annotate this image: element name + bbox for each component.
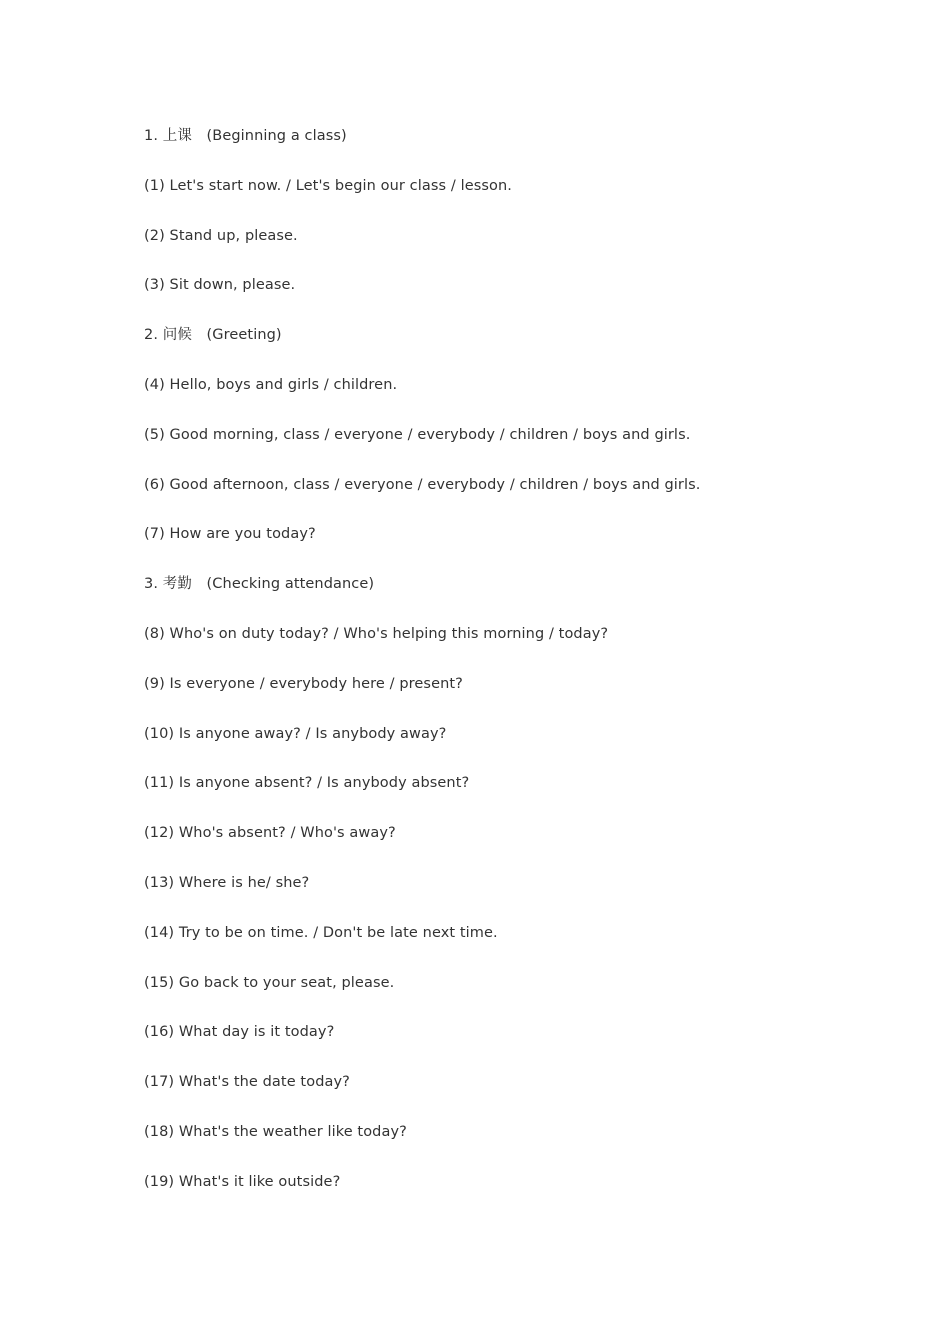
list-item: (1) Let's start now. / Let's begin our class / lesson. bbox=[144, 177, 513, 194]
list-item: (17) What's the date today? bbox=[144, 1074, 350, 1091]
classroom-expressions-list bbox=[144, 125, 864, 1221]
list-item: (11) Is anyone absent? / Is anybody absent? bbox=[144, 775, 470, 792]
list-item: (18) What's the weather like today? bbox=[144, 1123, 407, 1140]
list-item: (3) Sit down, please. bbox=[144, 277, 296, 294]
list-item: (8) Who's on duty today? / Who's helping this morning / today? bbox=[144, 625, 609, 642]
list-item: (13) Where is he/ she? bbox=[144, 874, 310, 891]
section-heading-greeting: 2. 问候 (Greeting) bbox=[144, 327, 282, 344]
section-heading-beginning-class: 1. 上课 (Beginning a class) bbox=[144, 128, 347, 144]
list-item: (19) What's it like outside? bbox=[144, 1173, 341, 1190]
list-item: (5) Good morning, class / everyone / everybody / children / boys and girls. bbox=[144, 426, 691, 443]
list-item: (15) Go back to your seat, please. bbox=[144, 974, 395, 991]
list-item: (2) Stand up, please. bbox=[144, 227, 298, 244]
list-item: (14) Try to be on time. / Don't be late next time. bbox=[144, 924, 498, 941]
section-heading-checking-attendance: 3. 考勤 (Checking attendance) bbox=[144, 576, 375, 593]
list-item: (7) How are you today? bbox=[144, 526, 316, 543]
list-item: (4) Hello, boys and girls / children. bbox=[144, 376, 398, 393]
list-item: (12) Who's absent? / Who's away? bbox=[144, 825, 396, 842]
list-item: (10) Is anyone away? / Is anybody away? bbox=[144, 725, 447, 742]
list-item: (6) Good afternoon, class / everyone / everybody / children / boys and girls. bbox=[144, 476, 701, 493]
list-item: (16) What day is it today? bbox=[144, 1024, 335, 1041]
list-item: (9) Is everyone / everybody here / present? bbox=[144, 675, 463, 692]
